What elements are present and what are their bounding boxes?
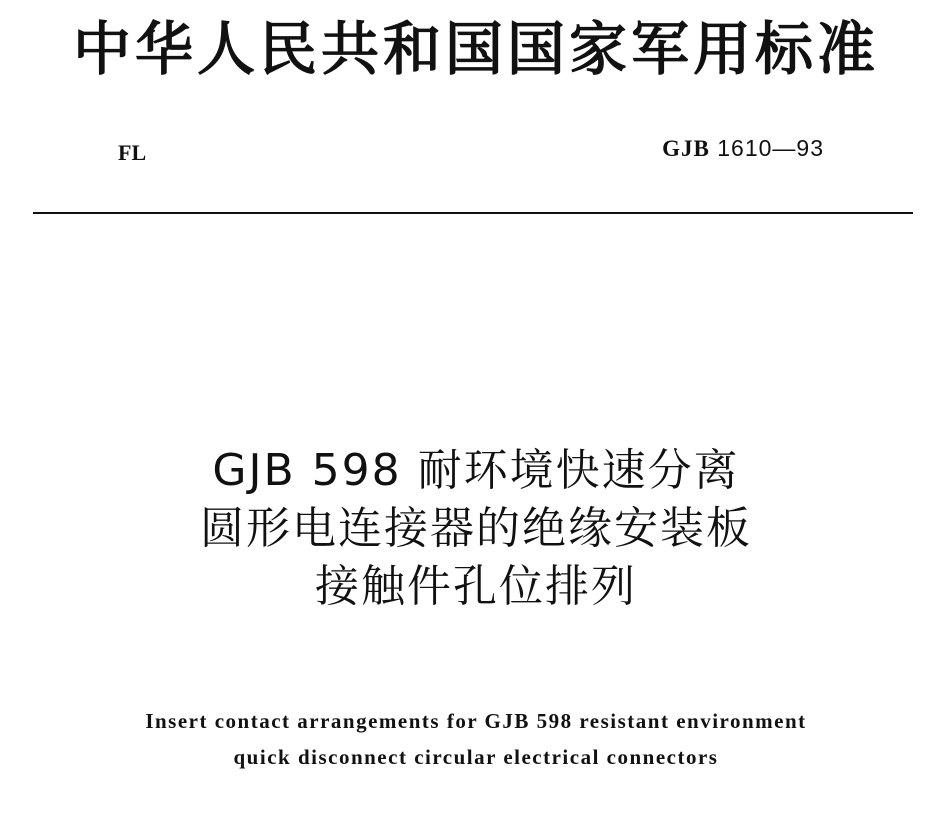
english-title-line-2: quick disconnect circular electrical connectors — [233, 745, 719, 769]
standard-authority-header: 中华人民共和国国家军用标准 — [72, 15, 879, 83]
standard-number — [662, 134, 824, 163]
standard-prefix: GJB — [662, 136, 710, 161]
standard-number-value: 1610—93 — [717, 135, 824, 161]
classification-code: FL — [118, 140, 147, 165]
header-divider — [33, 212, 913, 214]
chinese-title-line-1: GJB 598 耐环境快速分离 — [212, 445, 740, 496]
chinese-title-line-2: 圆形电连接器的绝缘安装板 — [200, 503, 752, 554]
english-title-line-1: Insert contact arrangements for GJB 598 resistant environment — [145, 709, 807, 733]
english-title — [30, 703, 922, 775]
chinese-title — [40, 442, 912, 616]
chinese-title-line-3: 接触件孔位排列 — [315, 561, 637, 612]
